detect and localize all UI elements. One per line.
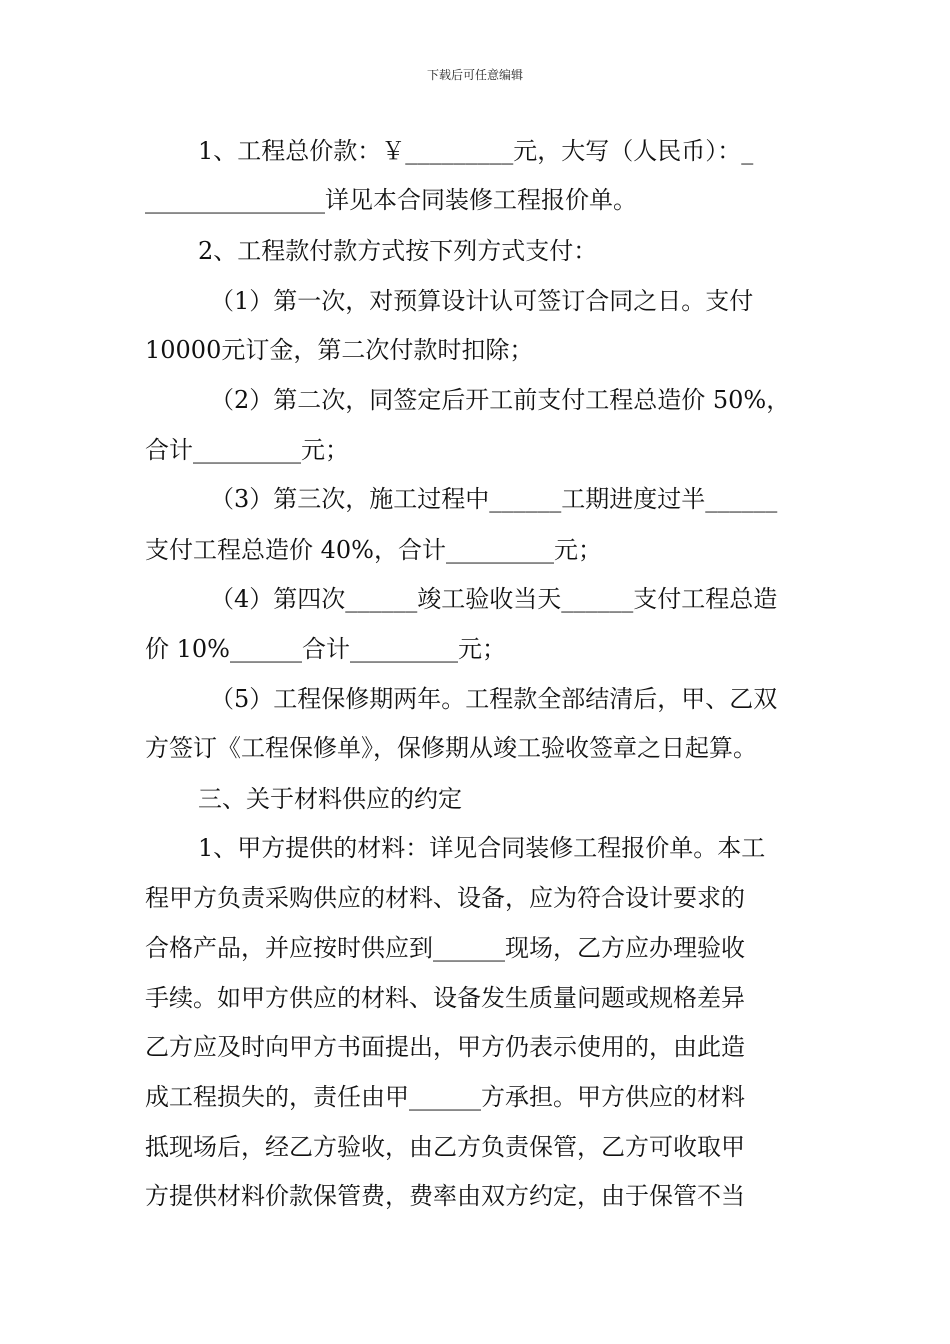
text-line: 1、甲方提供的材料：详见合同装修工程报价单。本工 bbox=[198, 834, 766, 862]
text-line: 支付工程总造价 40%，合计_________元； bbox=[145, 536, 602, 564]
text-line: 1、工程总价款：￥_________元，大写（人民币）：_ bbox=[198, 137, 754, 165]
text-line: 手续。如甲方供应的材料、设备发生质量问题或规格差异 bbox=[145, 984, 745, 1012]
text-line: 方提供材料价款保管费，费率由双方约定，由于保管不当 bbox=[145, 1182, 745, 1210]
text-line: 合格产品，并应按时供应到______现场，乙方应办理验收 bbox=[145, 934, 745, 962]
text-line: （4）第四次______竣工验收当天______支付工程总造 bbox=[210, 585, 778, 613]
text-line: 成工程损失的，责任由甲______方承担。甲方供应的材料 bbox=[145, 1083, 745, 1111]
text-line: 三、关于材料供应的约定 bbox=[198, 785, 462, 813]
header-note: 下载后可任意编辑 bbox=[426, 68, 523, 82]
text-line: 方签订《工程保修单》，保修期从竣工验收签章之日起算。 bbox=[145, 734, 757, 762]
text-line: _______________详见本合同装修工程报价单。 bbox=[145, 186, 637, 214]
text-line: 价 10%______合计_________元； bbox=[145, 635, 506, 663]
text-line: 合计_________元； bbox=[145, 436, 349, 464]
text-line: 10000元订金，第二次付款时扣除； bbox=[145, 336, 534, 364]
text-line: （5）工程保修期两年。工程款全部结清后，甲、乙双 bbox=[210, 685, 778, 713]
text-line: 乙方应及时向甲方书面提出，甲方仍表示使用的，由此造 bbox=[145, 1033, 745, 1061]
text-line: 程甲方负责采购供应的材料、设备，应为符合设计要求的 bbox=[145, 884, 745, 912]
text-line: （3）第三次，施工过程中______工期进度过半______ bbox=[210, 485, 778, 513]
text-line: 抵现场后，经乙方验收，由乙方负责保管，乙方可收取甲 bbox=[145, 1133, 745, 1161]
text-line: 2、工程款付款方式按下列方式支付： bbox=[198, 237, 598, 265]
text-line: （2）第二次，同签定后开工前支付工程总造价 50%， bbox=[210, 386, 791, 414]
text-line: （1）第一次，对预算设计认可签订合同之日。支付 bbox=[210, 287, 754, 315]
